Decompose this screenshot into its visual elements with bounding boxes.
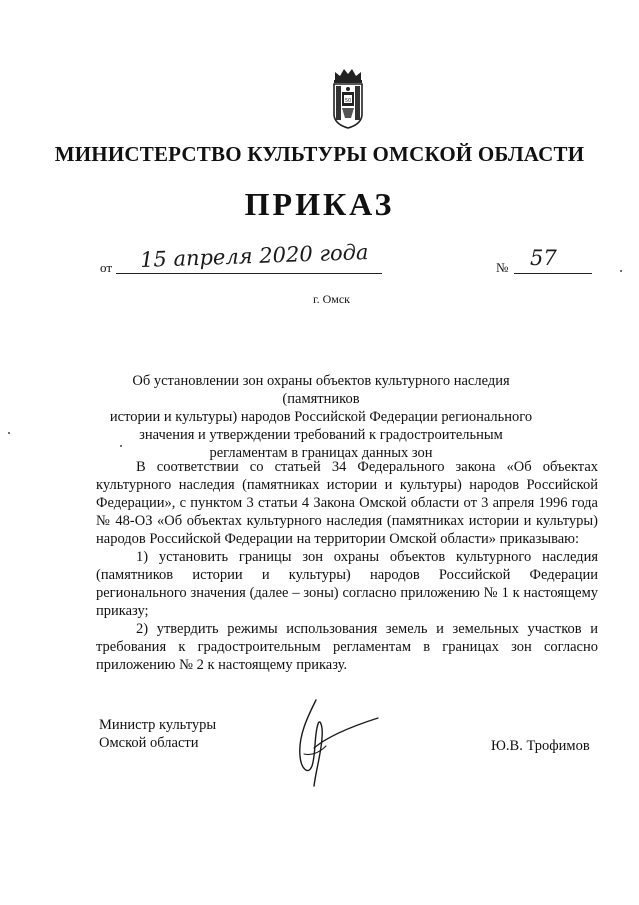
- omsk-coat-of-arms-icon: [330, 68, 366, 130]
- date-prefix: от: [100, 260, 113, 275]
- number-prefix: №: [496, 260, 509, 275]
- city-name: г. Омск: [313, 292, 350, 306]
- subject-line: истории и культуры) народов Российской Федерации регионального: [109, 409, 533, 425]
- scan-speck: [120, 445, 122, 447]
- subject-line: значения и утверждении требований к градостроительным: [139, 427, 503, 443]
- document-type-title: ПРИКАЗ: [244, 186, 395, 222]
- order-item-1: 1) установить границы зон охраны объектов культурного наследия (памятников истории и культуры) народов Российской Федерации регионального значения (далее – зоны) согласно приложению № 1 к настоящему приказу;: [96, 549, 598, 619]
- svg-text:50: 50: [344, 98, 352, 104]
- signer-position-line: Омской области: [99, 735, 199, 751]
- order-subject: [96, 372, 546, 462]
- date-underline: [116, 273, 382, 274]
- ministry-name: МИНИСТЕРСТВО КУЛЬТУРЫ ОМСКОЙ ОБЛАСТИ: [54, 142, 585, 166]
- preamble-paragraph: В соответствии со статьей 34 Федерального закона «Об объектах культурного наследия (памятниках истории и культуры) народов Российской Федерации», с пунктом 3 статьи 4 Закона Омской области от 3 апреля 1996 года № 48-ОЗ «Об объектах культурного наследия (памятниках истории и культуры) народов Российской Федерации на территории Омской области» приказываю:: [96, 459, 598, 547]
- number-underline: [514, 273, 592, 274]
- order-item-2: 2) утвердить режимы использования земель и земельных участков и требования к градостроительным регламентам в границах зон согласно приложению № 2 к настоящему приказу.: [96, 621, 598, 673]
- order-number-handwritten: 57: [530, 246, 557, 270]
- scan-speck: [620, 270, 622, 272]
- subject-line: регламентам в границах данных зон: [209, 445, 433, 461]
- signer-position: [99, 716, 216, 752]
- scan-speck: [8, 432, 10, 434]
- subject-line: Об установлении зон охраны объектов культурного наследия (памятников: [132, 373, 510, 407]
- order-date-handwritten: 15 апреля 2020 года: [139, 240, 369, 272]
- signer-position-line: Министр культуры: [99, 717, 217, 733]
- order-date-number-line: [100, 240, 600, 282]
- handwritten-signature-icon: [268, 696, 388, 790]
- signer-name: Ю.В. Трофимов: [491, 738, 590, 754]
- order-body: [96, 458, 598, 674]
